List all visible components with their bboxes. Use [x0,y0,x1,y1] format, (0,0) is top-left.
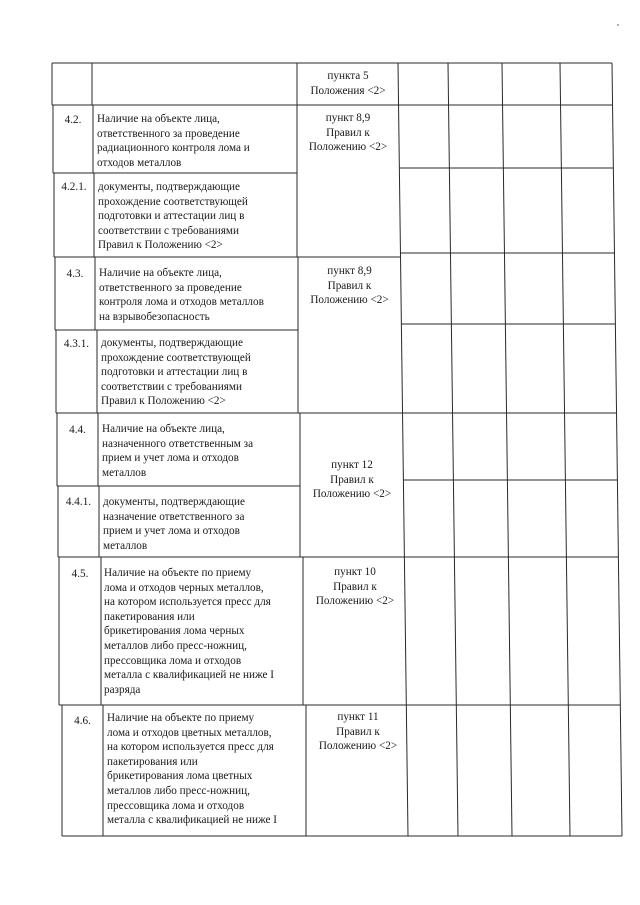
norm-reference: пункт 8,9 Правил к Положению <2> [308,112,388,154]
item-number: 4.6. [74,715,91,727]
item-description: Наличие на объекте лица, ответственного за проведение радиационного контроля лома и отходов металлов [97,113,250,169]
item-description: документы, подтверждающие назначение ответственного за прием и учет лома и отходов металлов [103,496,245,552]
item-number: 4.2.1. [61,181,87,193]
norm-reference: пункта 5 Положения <2> [310,70,386,97]
norm-reference: пункт 10 Правил к Положению <2> [315,566,395,608]
item-description: документы, подтверждающие прохождение соответствующей подготовки и аттестации лиц в соответствии с требованиями Правил к Положению <2> [101,337,251,408]
item-number: 4.3. [66,268,84,280]
item-description: Наличие на объекте по приему лома и отходов цветных металлов, на котором используется пресс для пакетирования или брикетирования лома цветных металлов либо пресс-ножниц, прессовщика лома и отходов металла с квалификацией не ниже I [107,712,278,827]
item-description: Наличие на объекте лица, назначенного ответственным за прием и учет лома и отходов металлов [102,423,254,479]
norm-reference: пункт 8,9 Правил к Положению <2> [310,265,389,307]
item-description: документы, подтверждающие прохождение соответствующей подготовки и аттестации лиц в соответствии с требованиями Правил к Положению <2> [98,181,248,252]
item-number: 4.5. [71,568,89,580]
norm-reference: пункт 11 Правил к Положению <2> [318,711,398,753]
item-description: Наличие на объекте лица, ответственного за проведение контроля лома и отходов металлов на взрывобезопасность [99,267,264,323]
item-number: 4.4. [69,424,86,436]
norm-reference: пункт 12 Правил к Положению <2> [312,459,392,501]
item-description: Наличие на объекте по приему лома и отходов черных металлов, на котором используется пресс для пакетирования или брикетирования лома черных металлов либо пресс-ножниц, прессовщика лома и отходов металла с квалификацией не ниже I разряда [104,567,275,696]
item-number: 4.3.1. [63,338,90,350]
item-number: 4.4.1. [65,496,92,508]
item-number: 4.2. [64,114,82,126]
